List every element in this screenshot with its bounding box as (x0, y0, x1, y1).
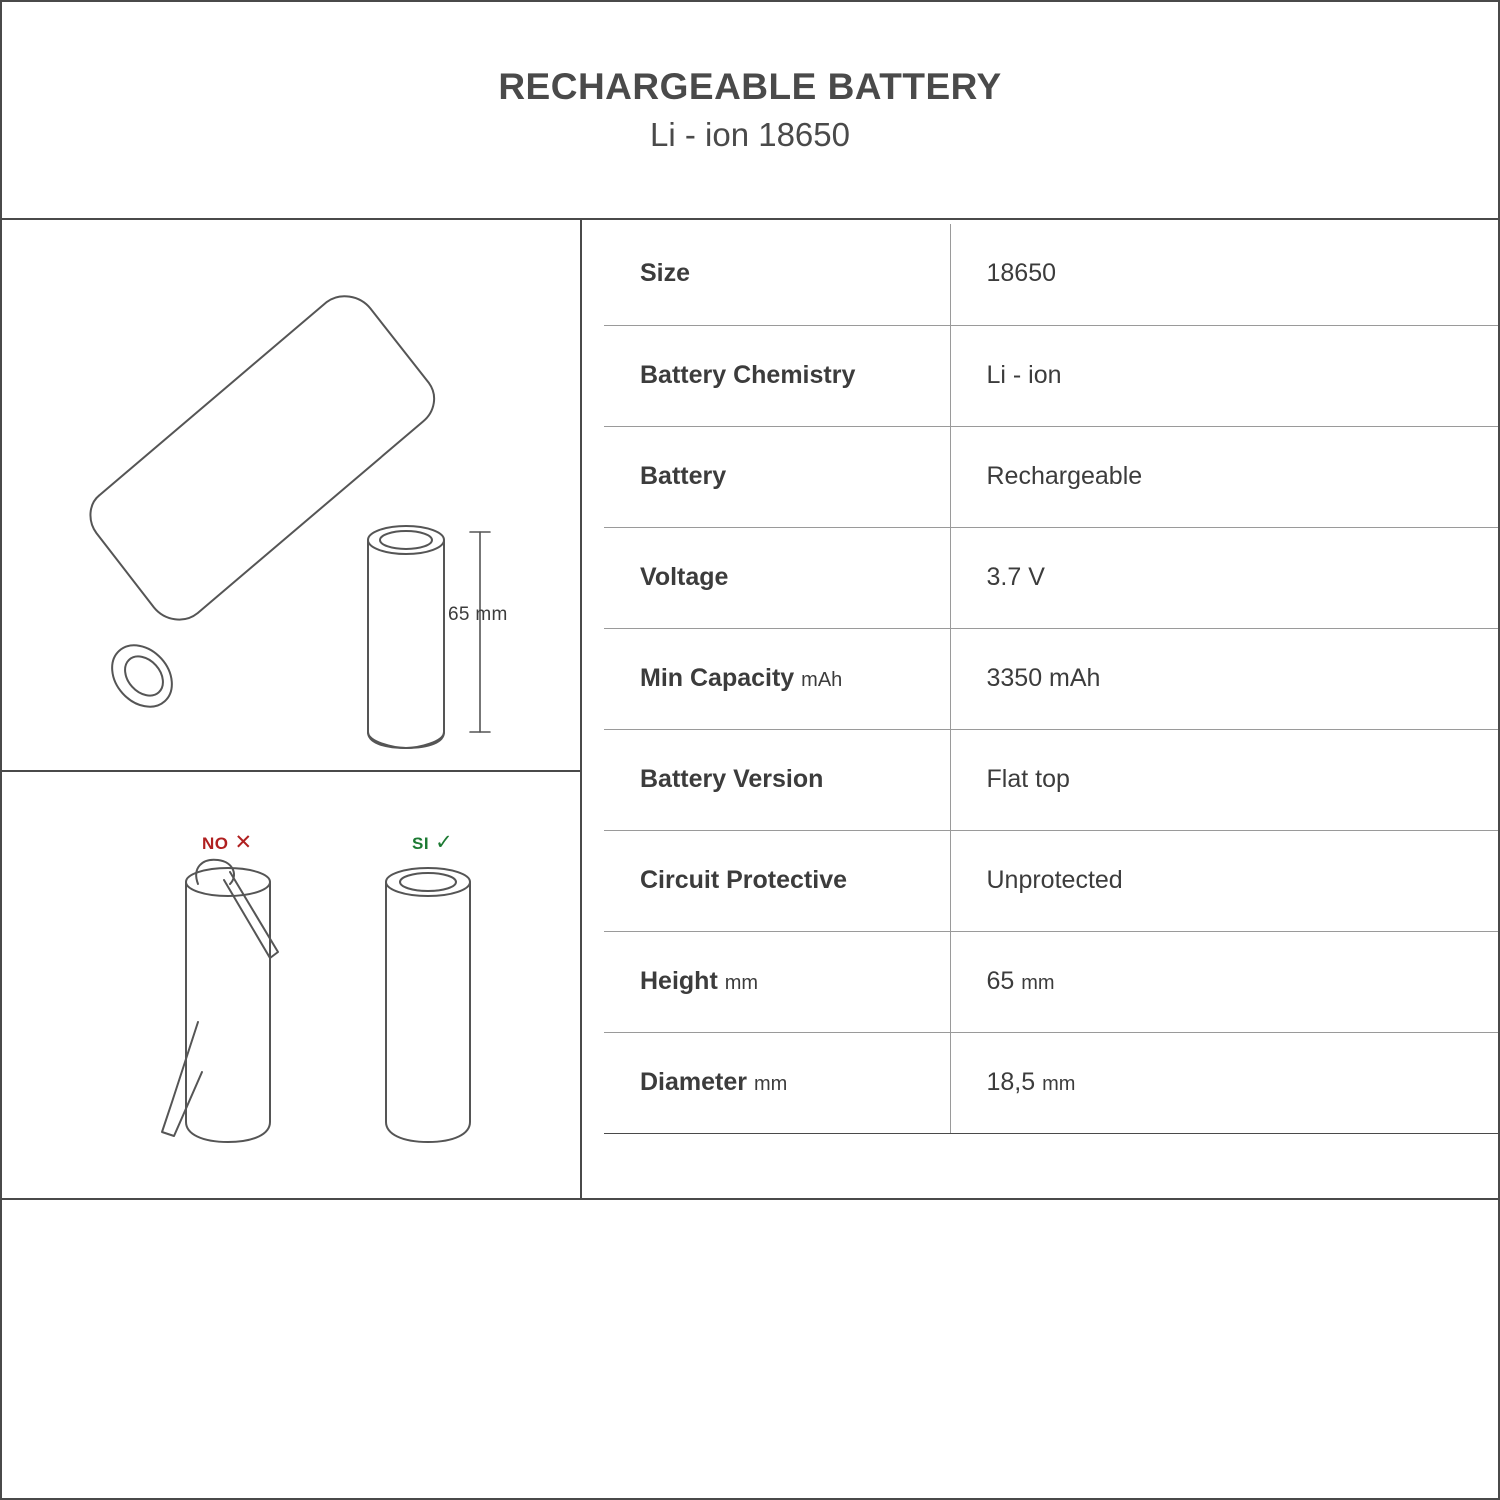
page-subtitle: Li - ion 18650 (650, 116, 850, 154)
spec-value-unit: mm (1042, 1072, 1076, 1095)
spec-value (950, 1032, 1498, 1133)
spec-key-unit: mm (753, 1072, 788, 1095)
spec-value-text: 18650 (986, 259, 1057, 288)
spec-key-text: Circuit Protective (640, 865, 848, 894)
spec-value (950, 931, 1498, 1032)
page-title: RECHARGEABLE BATTERY (498, 65, 1002, 107)
spec-key-text: Diameter (640, 1067, 747, 1096)
spec-value-text: 18,5 (986, 1067, 1036, 1096)
notes-area (2, 1198, 1498, 1498)
spec-value (950, 426, 1498, 527)
spec-key (604, 931, 950, 1032)
table-row (604, 527, 1498, 628)
title-block (2, 2, 1498, 220)
bad-example-label (202, 830, 253, 855)
table-row (604, 729, 1498, 830)
table-row (604, 830, 1498, 931)
specification-table (604, 224, 1498, 1134)
spec-value-text: Unprotected (986, 865, 1123, 894)
spec-value (950, 527, 1498, 628)
spec-value-text: Rechargeable (986, 461, 1143, 490)
table-row (604, 224, 1498, 325)
cross-icon: ✕ (234, 831, 253, 854)
good-example-label (412, 830, 453, 855)
spec-key-text: Voltage (640, 562, 729, 591)
spec-key (604, 426, 950, 527)
spec-key-text: Battery (640, 461, 727, 490)
spec-value (950, 729, 1498, 830)
spec-key-unit: mm (724, 971, 759, 994)
spec-value-text: Li - ion (986, 360, 1062, 389)
spec-key-text: Size (640, 259, 691, 288)
comparison-drawing (2, 772, 582, 1198)
spec-value (950, 325, 1498, 426)
spec-key (604, 325, 950, 426)
battery-views-drawing (2, 220, 582, 772)
spec-key (604, 224, 950, 325)
table-row (604, 931, 1498, 1032)
height-dimension-label: 65 mm (448, 604, 508, 625)
spec-key (604, 527, 950, 628)
spec-value-text: Flat top (986, 764, 1070, 793)
spec-key (604, 729, 950, 830)
illustration-column (2, 220, 582, 1198)
comparison-panel (2, 772, 582, 1198)
spec-value-text: 3350 mAh (986, 663, 1101, 692)
spec-key (604, 1032, 950, 1133)
spec-value (950, 830, 1498, 931)
spec-key (604, 628, 950, 729)
spec-key-unit: mAh (801, 668, 843, 691)
spec-key-text: Height (640, 966, 718, 995)
table-row (604, 628, 1498, 729)
battery-views-panel (2, 220, 582, 772)
spec-key-text: Min Capacity (640, 663, 795, 692)
table-row (604, 325, 1498, 426)
spec-key (604, 830, 950, 931)
good-example-text: SI (412, 834, 430, 853)
spec-key-text: Battery Version (640, 764, 824, 793)
spec-value-text: 65 (986, 966, 1015, 995)
check-icon: ✓ (435, 831, 454, 854)
spec-value (950, 224, 1498, 325)
table-row (604, 426, 1498, 527)
table-row (604, 1032, 1498, 1133)
spec-value-text: 3.7 V (986, 562, 1045, 591)
spec-key-text: Battery Chemistry (640, 360, 856, 389)
spec-value (950, 628, 1498, 729)
spec-value-unit: mm (1021, 971, 1055, 994)
bad-example-text: NO (202, 834, 229, 853)
